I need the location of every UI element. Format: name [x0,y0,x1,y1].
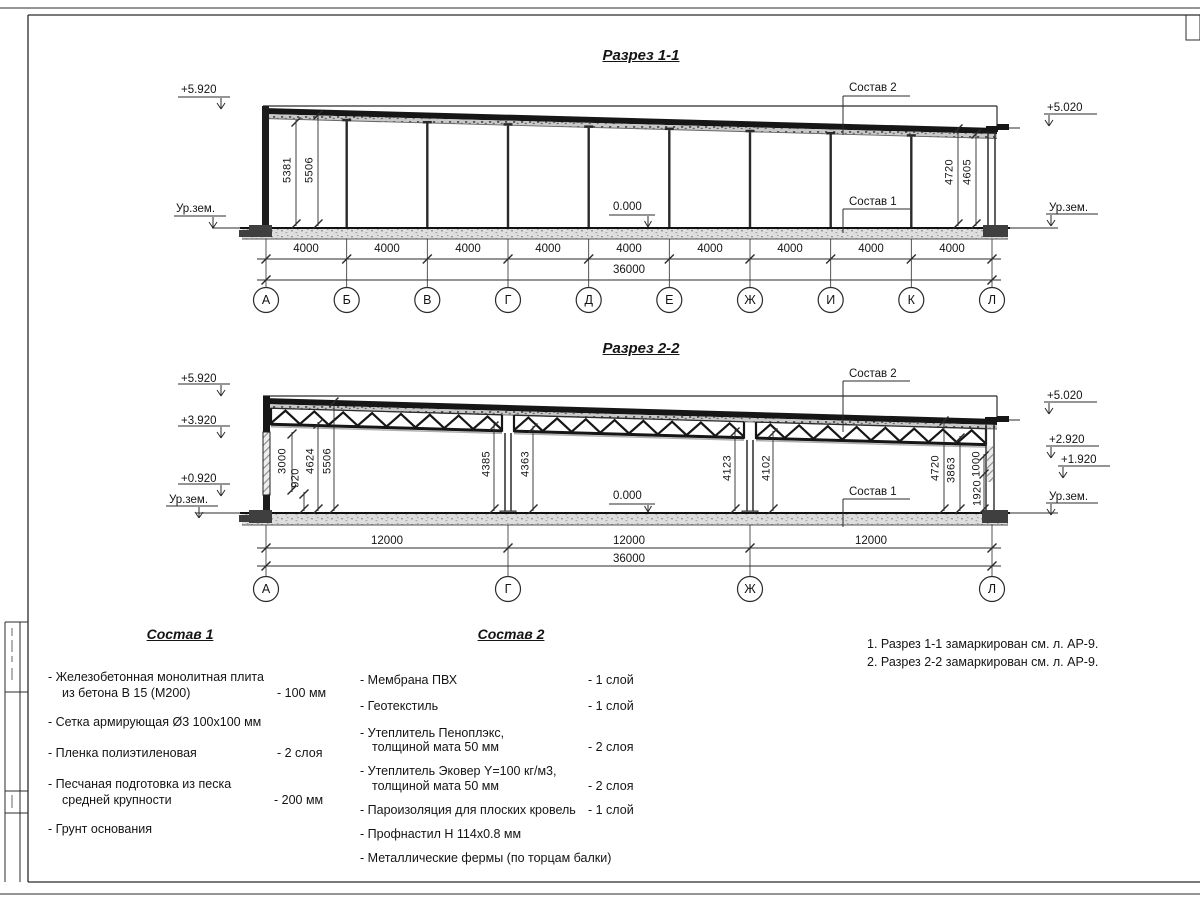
composition2-item-value: - 2 слоя [588,740,634,754]
s2-total-dim: 36000 [613,553,645,565]
composition1-item: из бетона В 15 (М200) [62,686,191,700]
s1-axis-label: Г [504,292,512,307]
s2-height-dim: 3863 [945,456,958,484]
s2-zero-mark: 0.000 [613,490,642,502]
s1-span-dim: 4000 [293,243,319,255]
composition2-item: - Утеплитель Пеноплэкс, [360,726,505,740]
s1-span-dim: 4000 [535,243,561,255]
s2-axis-label: Л [987,581,997,596]
s2-height-dim: 920 [289,468,302,488]
s2-ground-level-left: Ур.зем. [169,494,209,506]
composition1-item: - Сетка армирующая Ø3 100х100 мм [48,715,262,729]
s1-axis-label: Л [987,292,997,307]
s2-height-dim: 4720 [929,454,942,482]
composition1-item-value: - 200 мм [274,793,324,807]
s2-axis-label: Г [504,581,512,596]
composition2-item-value: - 2 слоя [588,779,634,793]
s2-elevation-right: +1.920 [1061,454,1097,466]
s2-axis-label: Ж [744,581,756,596]
s2-ground-level-right: Ур.зем. [1049,491,1089,503]
composition2-item: - Пароизоляция для плоских кровель [360,803,576,817]
s1-ground-level-right: Ур.зем. [1049,202,1089,214]
s2-axis-label: А [261,581,271,596]
section2-title: Разрез 2-2 [602,340,680,357]
composition2-item: толщиной мата 50 мм [372,779,499,793]
s1-axis-label: А [261,292,271,307]
note-line: 1. Разрез 1-1 замаркирован см. л. АР-9. [867,637,1099,651]
s1-span-dim: 4000 [939,243,965,255]
composition2-item: - Геотекстиль [360,699,439,713]
s1-span-dim: 4000 [858,243,884,255]
composition1-item: - Песчаная подготовка из песка [48,777,232,791]
sheet-frame [0,8,1200,894]
s1-height-dim: 4720 [943,158,956,186]
s2-span-dim: 12000 [855,535,887,547]
composition2-item: - Мембрана ПВХ [360,673,458,687]
s1-span-dim: 4000 [374,243,400,255]
s2-height-dim: 5506 [321,447,334,475]
s1-span-dim: 4000 [777,243,803,255]
composition2-item: - Профнастил Н 114х0.8 мм [360,827,522,841]
composition1-title: Состав 1 [146,626,214,642]
s1-axis-label: Д [584,292,593,307]
composition2-item: - Металлические фермы (по торцам балки) [360,851,612,865]
composition2-title: Состав 2 [477,626,545,642]
composition1-item-value: - 100 мм [277,686,327,700]
s1-axis-label: К [907,292,915,307]
s2-span-dim: 12000 [371,535,403,547]
s2-height-dim: 3000 [276,447,289,475]
s1-span-dim: 4000 [455,243,481,255]
s1-span-dim: 4000 [616,243,642,255]
s1-span-dim: 4000 [697,243,723,255]
s2-callout-roof: Состав 2 [849,368,897,380]
s2-elevation-left: +5.920 [181,373,217,385]
s2-height-dim: 4624 [304,447,317,475]
s2-span-dim: 12000 [613,535,645,547]
composition1-item: - Пленка полиэтиленовая [48,746,197,760]
note-line: 2. Разрез 2-2 замаркирован см. л. АР-9. [867,655,1099,669]
s1-height-dim: 4605 [961,158,974,186]
composition2-item-value: - 1 слой [588,803,634,817]
s1-ground-level-left: Ур.зем. [176,203,216,215]
s2-height-dim: 4363 [519,450,532,478]
composition2-item: толщиной мата 50 мм [372,740,499,754]
s2-elevation-right: +5.020 [1047,390,1083,402]
s1-axis-label: В [423,292,432,307]
s1-axis-label: Е [665,292,674,307]
composition1-item: - Железобетонная монолитная плита [48,670,264,684]
composition1-item-value: - 2 слоя [277,746,323,760]
s2-height-dim: 4385 [480,450,493,478]
s1-axis-label: Ж [744,292,756,307]
composition2-item-value: - 1 слой [588,699,634,713]
s1-height-dim: 5506 [303,156,316,184]
s1-height-dim: 5381 [281,156,294,184]
section1-title: Разрез 1-1 [602,47,680,64]
s2-elevation-right: +2.920 [1049,434,1085,446]
s1-axis-label: И [826,292,836,307]
composition1-item: средней крупности [62,793,172,807]
s1-callout-roof: Состав 2 [849,82,897,94]
composition2-item-value: - 1 слой [588,673,634,687]
s1-elevation-left-top: +5.920 [181,84,217,96]
s1-callout-floor: Состав 1 [849,196,897,208]
s2-callout-floor: Состав 1 [849,486,897,498]
s2-height-dim: 4102 [760,454,773,482]
s1-axis-label: Б [342,292,351,307]
s2-elevation-left: +3.920 [181,415,217,427]
s2-height-dim: 4123 [721,454,734,482]
composition1-item: - Грунт основания [48,822,153,836]
s1-zero-mark: 0.000 [613,201,642,213]
s2-height-dim: 1920 [971,479,984,507]
s2-elevation-left: +0.920 [181,473,217,485]
s2-height-dim: 1000 [970,450,983,478]
composition2-item: - Утеплитель Эковер Y=100 кг/м3, [360,764,557,778]
s1-elevation-right-top: +5.020 [1047,102,1083,114]
s1-total-dim: 36000 [613,264,645,276]
